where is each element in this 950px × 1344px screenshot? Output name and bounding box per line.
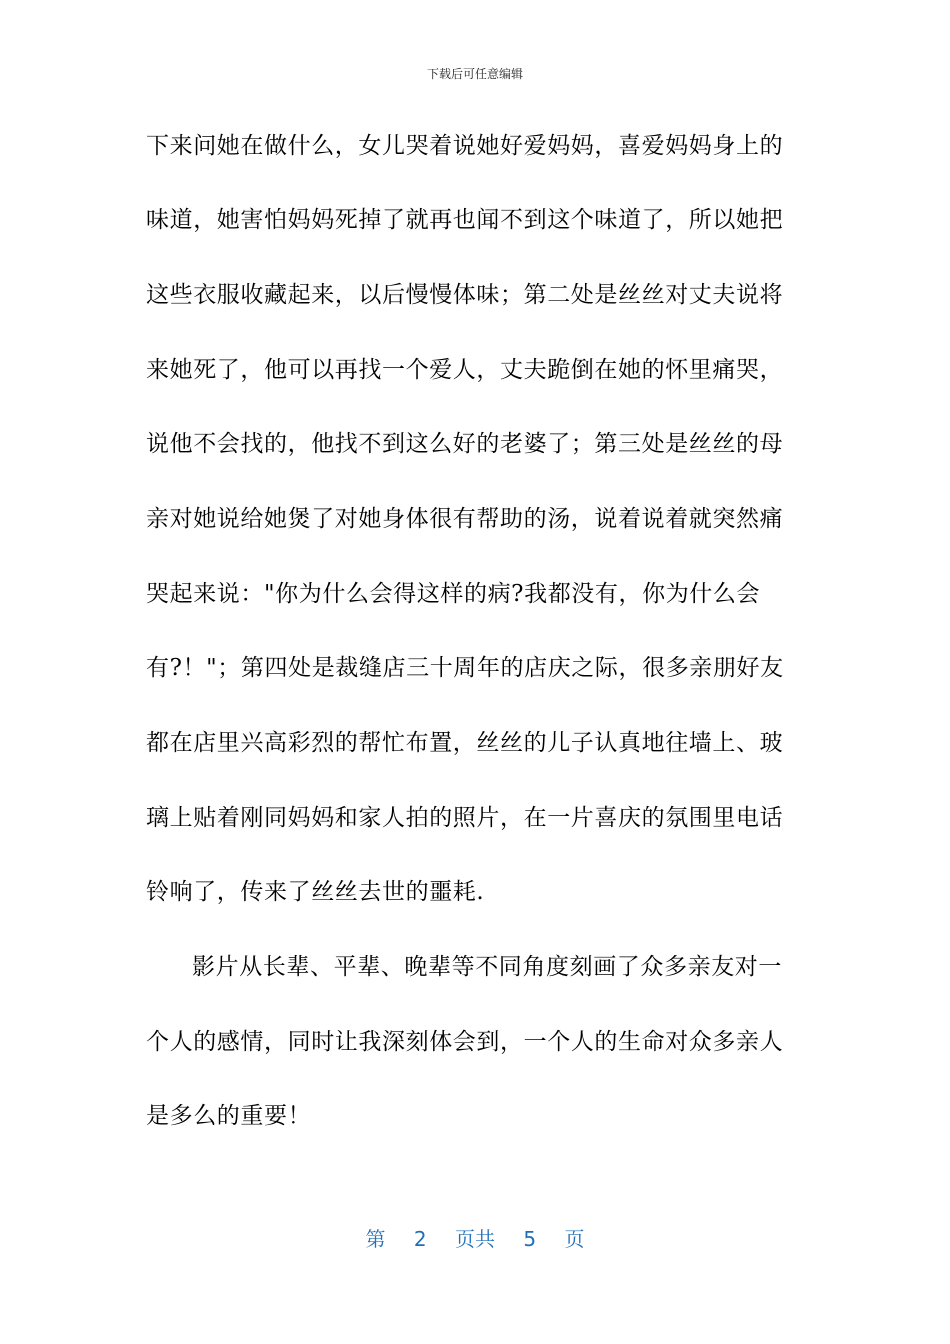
text-line: 哭起来说："你为什么会得这样的病?我都没有，你为什么会 [146,581,761,607]
text-line: 有?！"；第四处是裁缝店三十周年的店庆之际，很多亲朋好友 [146,655,784,681]
text-line: 个人的感情，同时让我深刻体会到，一个人的生命对众多亲人 [146,1029,784,1055]
text-line: 说他不会找的，他找不到这么好的老婆了；第三处是丝丝的母 [146,431,784,457]
text-line: 亲对她说给她煲了对她身体很有帮助的汤，说着说着就突然痛 [146,506,784,532]
text-line: 铃响了，传来了丝丝去世的噩耗. [146,879,485,905]
page-footer [0,1225,950,1253]
text-line: 璃上贴着刚同妈妈和家人拍的照片，在一片喜庆的氛围里电话 [146,805,784,831]
text-line: 是多么的重要！ [146,1103,312,1129]
footer-label-of: 页共 [455,1227,495,1251]
text-line: 味道，她害怕妈妈死掉了就再也闻不到这个味道了，所以她把 [146,207,784,233]
footer-label-end: 页 [564,1227,585,1251]
footer-current-page: 2 [413,1227,427,1251]
text-line: 都在店里兴高彩烈的帮忙布置，丝丝的儿子认真地往墙上、玻 [146,730,784,756]
text-line: 下来问她在做什么，女儿哭着说她好爱妈妈，喜爱妈妈身上的 [146,133,784,159]
footer-label-page: 第 [365,1227,386,1251]
paragraph-first-line: 影片从长辈、平辈、晚辈等不同角度刻画了众多亲友对一 [192,954,782,980]
footer-total-pages: 5 [523,1227,537,1251]
text-line: 这些衣服收藏起来，以后慢慢体味；第二处是丝丝对丈夫说将 [146,282,784,308]
page-header: 下载后可任意编辑 [426,67,523,81]
text-line: 来她死了，他可以再找一个爱人，丈夫跪倒在她的怀里痛哭， [146,357,784,383]
